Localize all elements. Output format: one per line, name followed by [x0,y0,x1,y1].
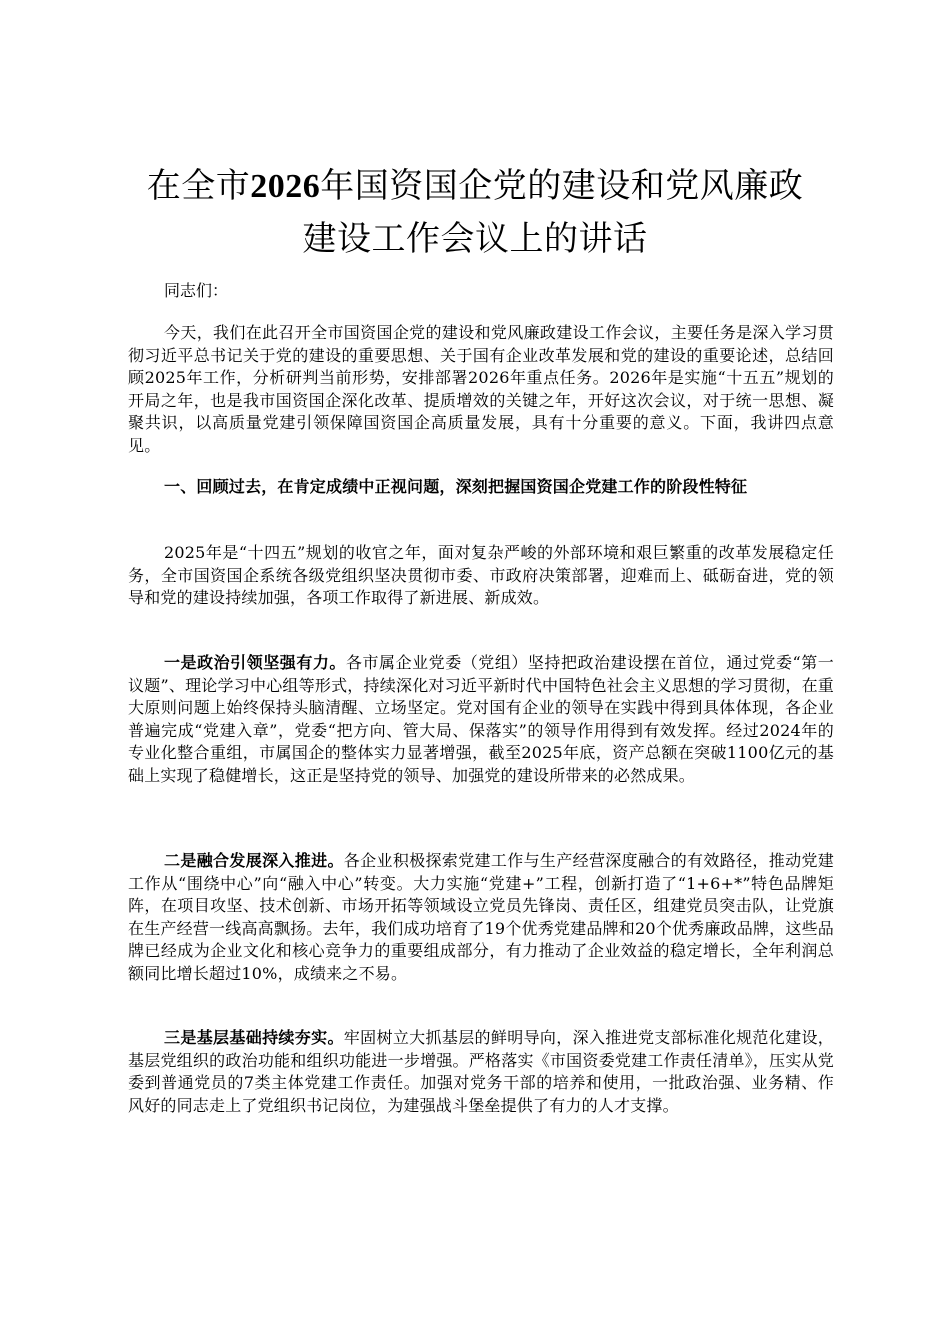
point-2-paragraph [128,850,834,986]
point-2-lead: 二是融合发展深入推进。 [164,851,344,870]
point-3-lead: 三是基层基础持续夯实。 [164,1028,344,1047]
point-1-body: 各市属企业党委（党组）坚持把政治建设摆在首位，通过党委“第一议题”、理论学习中心组等形式，持续深化对习近平新时代中国特色社会主义思想的学习贯彻，在重大原则问题上始终保持头脑清醒、立场坚定。党对国有企业的领导在实践中得到具体体现，各企业普遍完成“党建入章”，党委“把方向、管大局、保落实”的领导作用得到有效发挥。经过2024年的专业化整合重组，市属国企的整体实力显著增强，截至2025年底，资产总额在突破1100亿元的基础上实现了稳健增长，这正是坚持党的领导、加强党的建设所带来的必然成果。 [128,653,835,785]
point-1-lead: 一是政治引领坚强有力。 [164,653,346,672]
section-1-intro-paragraph: 2025年是“十四五”规划的收官之年，面对复杂严峻的外部环境和艰巨繁重的改革发展稳定任务，全市国资国企系统各级党组织坚决贯彻市委、市政府决策部署，迎难而上、砥砺奋进，党的领导和党的建设持续加强，各项工作取得了新进展、新成效。 [128,543,834,608]
point-1-paragraph [128,652,834,788]
title-text-a: 在全市 [146,166,251,206]
intro-paragraph: 今天，我们在此召开全市国资国企党的建设和党风廉政建设工作会议，主要任务是深入学习贯彻习近平总书记关于党的建设的重要思想、关于国有企业改革发展和党的建设的重要论述，总结回顾2025年工作，分析研判当前形势，安排部署2026年重点任务。2026年是实施“十五五”规划的开局之年，也是我市国资国企深化改革、提质增效的关键之年，开好这次会议，对于统一思想、凝聚共识，以高质量党建引领保障国资国企高质量发展，具有十分重要的意义。下面，我讲四点意见。 [128,323,834,455]
title-line-2: 建设工作会议上的讲话 [302,219,648,259]
point-3-paragraph [128,1027,834,1117]
point-3-body: 牢固树立大抓基层的鲜明导向，深入推进党支部标准化规范化建设，基层党组织的政治功能和组织功能进一步增强。严格落实《市国资委党建工作责任清单》，压实从党委到普通党员的7类主体党建工作责任。加强对党务干部的培养和使用，一批政治强、业务精、作风好的同志走上了党组织书记岗位，为建强战斗堡垒提供了有力的人才支撑。 [128,1028,834,1115]
section-1-heading: 一、回顾过去，在肯定成绩中正视问题，深刻把握国资国企党建工作的阶段性特征 [164,477,748,496]
title-text-b: 年国资国企党的建设和党风廉政 [320,166,804,206]
document-title [110,160,840,265]
title-line-1 [110,160,840,213]
point-2-body: 各企业积极探索党建工作与生产经营深度融合的有效路径，推动党建工作从“围绕中心”向“融入中心”转变。大力实施“党建+”工程，创新打造了“1+6+*”特色品牌矩阵，在项目攻坚、技术创新、市场开拓等领域设立党员先锋岗、责任区，组建党员突击队，让党旗在生产经营一线高高飘扬。去年，我们成功培育了19个优秀党建品牌和20个优秀廉政品牌，这些品牌已经成为企业文化和核心竞争力的重要组成部分，有力推动了企业效益的稳定增长，全年利润总额同比增长超过10%，成绩来之不易。 [128,851,834,983]
title-year: 2026 [250,168,321,205]
salutation: 同志们： [164,281,229,300]
